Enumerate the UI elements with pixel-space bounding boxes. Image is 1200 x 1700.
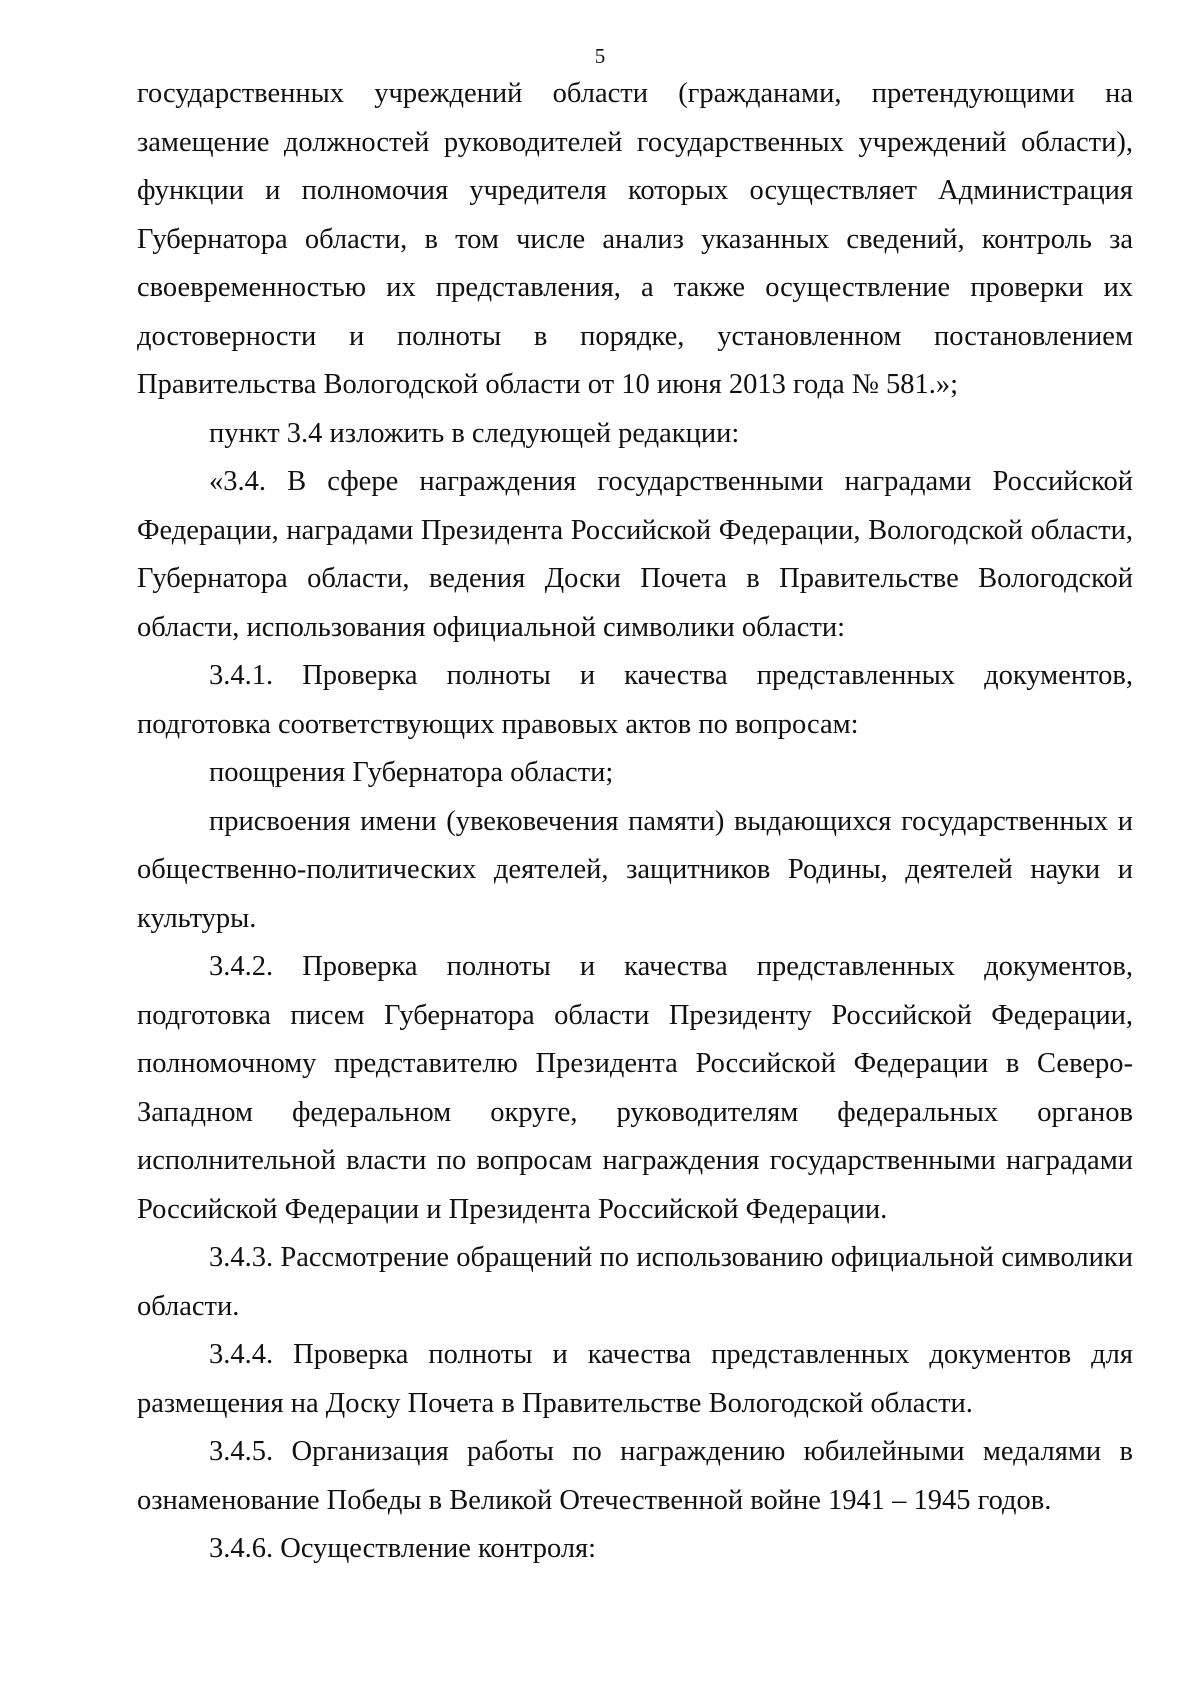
paragraph-section-3-4-1: 3.4.1. Проверка полноты и качества представленных документов, подготовка соответствующих правовых актов по вопросам: — [137, 660, 1133, 740]
paragraph-item-naming: присвоения имени (увековечения памяти) выдающихся государственных и общественно-политических деятелей, защитников Родины, деятелей науки и культуры. — [137, 805, 1133, 934]
page-number: 5 — [594, 44, 606, 68]
paragraph-item-encouragement: поощрения Губернатора области; — [209, 757, 614, 788]
paragraph-section-3-4: «3.4. В сфере награждения государственными наградами Российской Федерации, наградами Президента Российской Федерации, Вологодской области, Губернатора области, ведения Доски Почета в Правительстве Вологодской области, использования официальной символики области: — [137, 466, 1133, 643]
paragraph-section-3-4-5: 3.4.5. Организация работы по награждению юбилейными медалями в ознаменование Победы в Великой Отечественной войне 1941 – 1945 годов. — [137, 1436, 1133, 1516]
paragraph-section-3-4-2: 3.4.2. Проверка полноты и качества представленных документов, подготовка писем Губернатора области Президенту Российской Федерации, полномочному представителю Президента Российской Федерации в Северо-Западном федеральном округе, руководителям федеральных органов исполнительной власти по вопросам награждения государственными наградами Российской Федерации и Президента Российской Федерации. — [137, 951, 1133, 1225]
paragraph-amendment-intro: пункт 3.4 изложить в следующей редакции: — [209, 417, 740, 449]
paragraph-section-3-4-3: 3.4.3. Рассмотрение обращений по использованию официальной символики области. — [137, 1242, 1133, 1322]
paragraph-section-3-4-6: 3.4.6. Осуществление контроля: — [209, 1533, 597, 1564]
paragraph-section-3-4-4: 3.4.4. Проверка полноты и качества представленных документов для размещения на Доску Почета в Правительстве Вологодской области. — [137, 1339, 1133, 1419]
paragraph-continuation: государственных учреждений области (гражданами, претендующими на замещение должностей руководителей государственных учреждений области), функции и полномочия учредителя которых осуществляет Администрация Губернатора области, в том числе анализ указанных сведений, контроль за своевременностью их представления, а также осуществление проверки их достоверности и полноты в порядке, установленном постановлением Правительства Вологодской области от 10 июня 2013 года № 581.»; — [137, 78, 1133, 400]
document-body — [137, 70, 1133, 1574]
